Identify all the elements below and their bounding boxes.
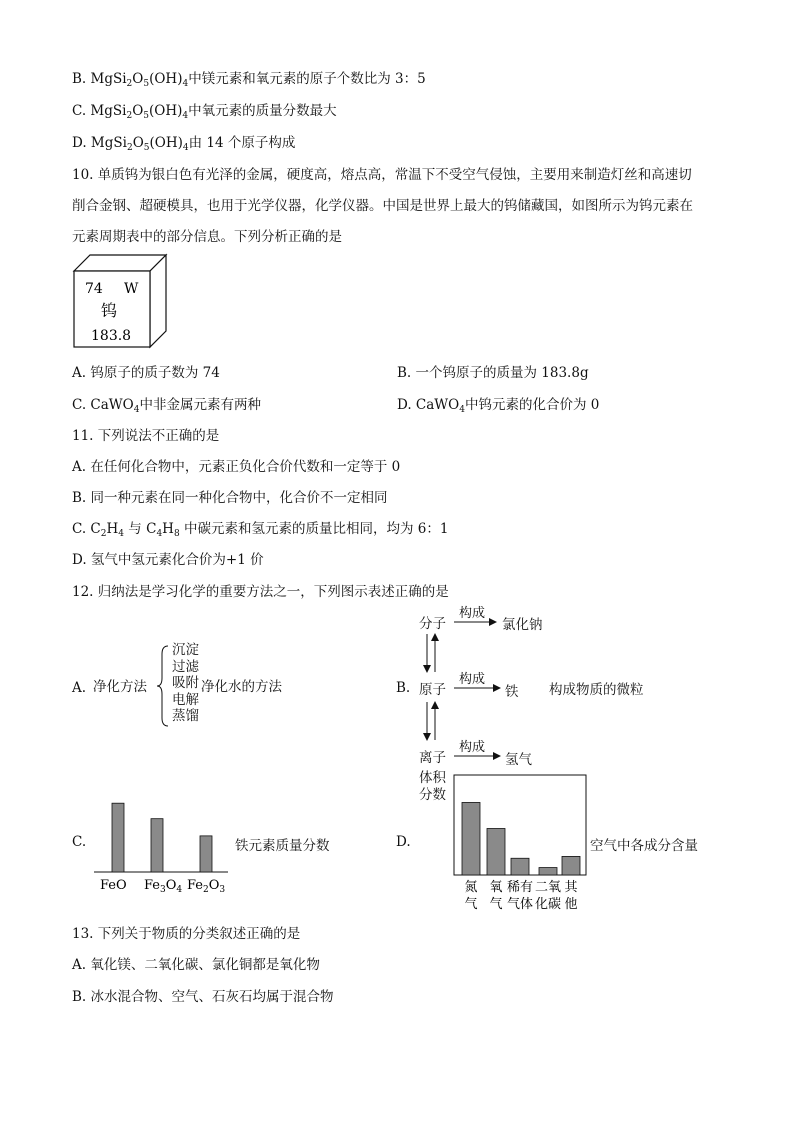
air-composition-chart [452,774,592,916]
arrow-label: 构成 [459,740,486,755]
particle-atom: 原子 [419,682,446,698]
q12-stem: 12. 归纳法是学习化学的重要方法之一，下列图示表述正确的是 [72,584,449,600]
arrow-label: 构成 [459,606,486,621]
tick-label: $Fe_2O_3$ [187,878,226,894]
element-atomic-number: 74 [85,281,103,297]
air-chart-ylabel: 体积 分数 [419,770,446,803]
tick-label: $Fe_3O_4$ [144,878,183,894]
q12-option-c-label: C. [72,834,87,850]
tick-label: 其 [564,880,578,895]
q10-option-d: D. CaWO$_4$中钨元素的化合价为 0 [397,397,600,415]
q9-option-c: C. $MgSi_2O_5(OH)_4$中氧元素的质量分数最大 [72,103,337,121]
q11-option-b: B. 同一种元素在同一种化合物中，化合价不一定相同 [72,490,388,506]
purify-item: 蒸馏 [172,708,199,724]
q12-option-b-label: B. [396,680,411,696]
element-name: 钨 [101,301,118,320]
purify-item: 电解 [172,691,199,708]
q9-option-b: B. $MgSi_2O_5(OH)_4$中镁元素和氧元素的原子个数比为 3：5 [72,71,426,89]
purify-items-list [172,642,199,725]
purify-item: 沉淀 [172,642,199,658]
target-iron: 铁 [505,684,519,700]
tick-label: 他 [564,897,578,912]
tick-label: 气 [464,897,478,912]
tick-label: 稀有 [506,880,534,895]
q10-stem-line1: 10. 单质钨为银白色有光泽的金属，硬度高，熔点高，常温下不受空气侵蚀，主要用来制造灯丝和高速切 [72,167,692,183]
q12-option-d-label: D. [396,834,411,850]
tungsten-element-card [72,253,172,349]
target-sodium-chloride: 氯化钠 [502,617,543,633]
purify-item: 过滤 [172,658,199,675]
q10-option-b: B. 一个钨原子的质量为 183.8g [397,365,589,381]
tick-label: 气 [489,897,503,912]
q11-option-c: C. $C_2H_4$ 与 $C_4H_8$ 中碳元素和氢元素的质量比相同，均为 6：1 [72,521,449,539]
target-hydrogen: 氢气 [505,752,532,768]
tick-label: 化碳 [534,897,562,912]
bar [511,858,529,875]
q12-option-a-label: A. [72,680,87,696]
q11-option-d: D. 氢气中氢元素化合价为+1 价 [72,552,264,568]
bar [487,829,505,876]
bar [462,802,480,875]
iron-fraction-chart [88,784,233,894]
q11-stem: 11. 下列说法不正确的是 [72,428,220,444]
bar [562,856,580,875]
q13-stem: 13. 下列关于物质的分类叙述正确的是 [72,926,301,942]
element-symbol: W [124,281,139,297]
q10-option-a: A. 钨原子的质子数为 74 [72,365,220,381]
q9-option-d: D. $MgSi_2O_5(OH)_4$由 14 个原子构成 [72,135,296,153]
iron-fraction-caption: 铁元素质量分数 [235,838,330,854]
bar [151,819,163,872]
tick-label: 二氧 [534,880,562,895]
arrow-label: 构成 [459,672,486,687]
q13-option-a: A. 氧化镁、二氧化碳、氯化铜都是氧化物 [72,957,320,973]
particle-molecule: 分子 [419,616,446,632]
purify-root-label: 净化方法 [93,679,147,695]
particle-caption: 构成物质的微粒 [549,682,644,698]
bar [539,868,557,875]
bar [112,803,124,872]
element-atomic-mass: 183.8 [91,328,132,344]
particle-arrows [418,600,508,770]
q10-stem-line3: 元素周期表中的部分信息。下列分析正确的是 [72,229,342,245]
tick-label: FeO [100,878,127,893]
q11-option-a: A. 在任何化合物中，元素正负化合价代数和一定等于 0 [72,459,401,475]
q10-option-c: C. CaWO$_4$中非金属元素有两种 [72,397,261,415]
tick-label: 气体 [506,897,534,912]
tick-label: 氮 [464,880,478,895]
particle-ion: 离子 [419,750,446,766]
brace-icon [156,644,170,728]
q13-option-b: B. 冰水混合物、空气、石灰石均属于混合物 [72,989,334,1005]
bar [200,836,212,872]
purify-caption: 净化水的方法 [201,679,282,695]
tick-label: 氧 [489,880,503,895]
air-chart-caption: 空气中各成分含量 [590,838,698,854]
q10-stem-line2: 削合金钢、超硬模具，也用于光学仪器，化学仪器。中国是世界上最大的钨储藏国，如图所示为钨元素在 [72,198,693,214]
purify-item: 吸附 [172,675,199,691]
